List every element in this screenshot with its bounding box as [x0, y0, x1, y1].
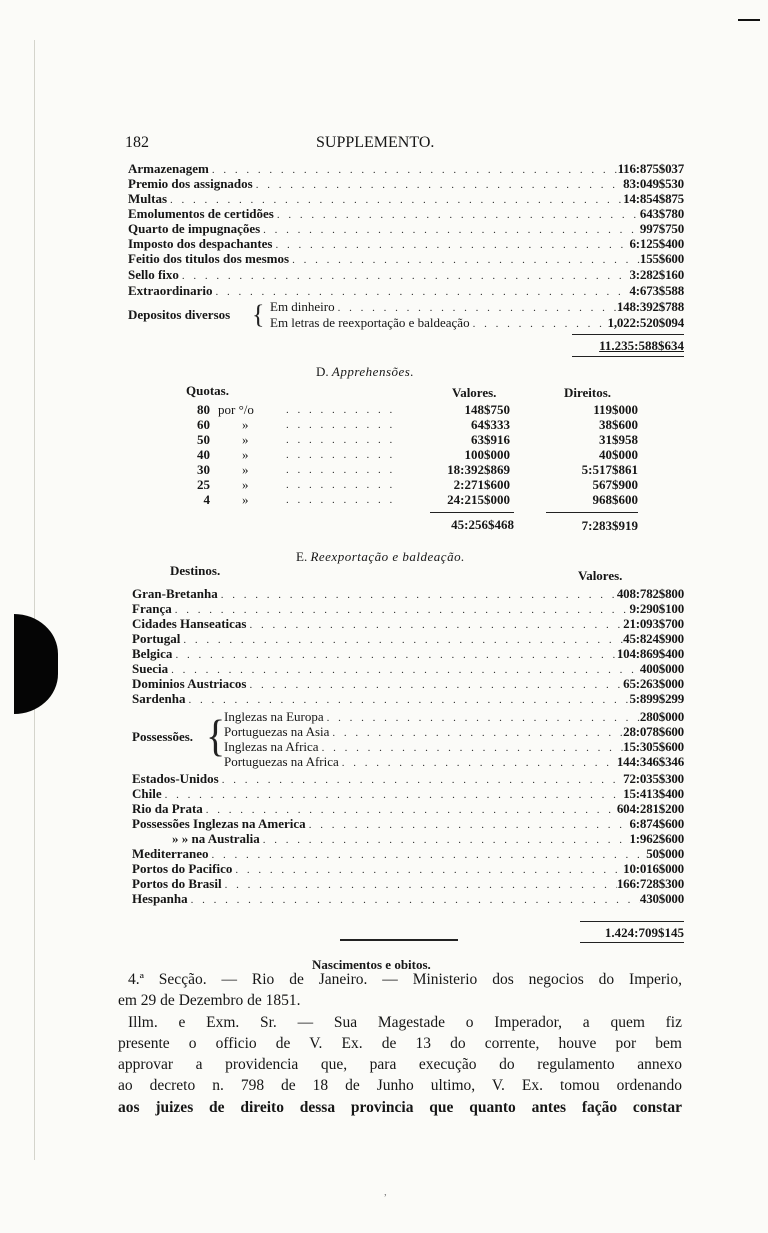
list-item: Belgica . . . 104:869$400	[132, 647, 684, 661]
table-row: 4 » . . . . . . . . . . 24:215$000 968$600	[203, 492, 638, 507]
paragraph-line: Illm. e Exm. Sr. — Sua Magestade o Imperador, a quem fiz	[128, 1014, 682, 1031]
list-item: Chile . . . 15:413$400	[132, 787, 684, 801]
section-title-e: E. Reexportação e baldeação.	[296, 549, 465, 564]
list-item: Portos do Pacifico . . . 10:016$000	[132, 862, 684, 876]
list-item: Hespanha . . . 430$000	[132, 892, 684, 906]
list-item: Em dinheiro . . . 148:392$788	[270, 300, 684, 314]
list-item: Estados-Unidos . . . 72:035$300	[132, 772, 684, 786]
list-item: Sello fixo . . . 3:282$160	[128, 268, 684, 282]
rule	[580, 921, 684, 922]
corner-dash	[738, 19, 760, 21]
page-edge	[34, 40, 35, 1160]
col-valores: Valores.	[452, 385, 497, 400]
list-item: Mediterraneo . . . 50$000	[132, 847, 684, 861]
list-item: Premio dos assignados . . . 83:049$530	[128, 177, 684, 191]
list-item: Inglezas na Europa . . . 280$000	[224, 710, 684, 724]
list-item: Quarto de impugnações . . . 997$750	[128, 222, 684, 236]
col-destinos: Destinos.	[170, 563, 221, 578]
reexport-total: 1.424:709$145	[604, 925, 684, 940]
section-rule	[340, 939, 458, 941]
table-row: 30 » . . . . . . . . . . 18:392$869 5:517$861	[197, 462, 638, 477]
total-direitos: 7:283$919	[581, 518, 638, 533]
list-item: Portuguezas na Africa . . . 144:346$346	[224, 755, 684, 769]
stray-mark: ,	[384, 1186, 387, 1198]
list-item: Cidades Hanseaticas . . . 21:093$700	[132, 617, 684, 631]
list-item: Possessões Inglezas na America . . . 6:874$600	[132, 817, 684, 831]
section-title-d: D. Apprehensões.	[316, 364, 415, 379]
page-title: SUPPLEMENTO.	[316, 134, 435, 151]
col-direitos: Direitos.	[564, 385, 612, 400]
list-item: Emolumentos de certidões . . . 643$780	[128, 207, 684, 221]
page-number: 182	[125, 134, 149, 151]
list-item: Portuguezas na Asia . . . 28:078$600	[224, 725, 684, 739]
list-item: Imposto dos despachantes . . . 6:125$400	[128, 237, 684, 251]
paragraph-line: ao decreto n. 798 de 18 de Junho ultimo, V. Ex. tomou ordenando	[118, 1077, 682, 1094]
col-valores-e: Valores.	[578, 568, 623, 583]
list-item: Armazenagem . . . 116:875$037	[128, 162, 684, 176]
list-item: Suecia . . . 400$000	[132, 662, 684, 676]
rule	[546, 512, 638, 513]
total-valores: 45:256$468	[451, 517, 514, 532]
table-row: 25 » . . . . . . . . . . 2:271$600 567$900	[197, 477, 638, 492]
list-item: Portugal . . . 45:824$900	[132, 632, 684, 646]
list-item: Dominios Austriacos . . . 65:263$000	[132, 677, 684, 691]
paragraph-line: 4.ª Secção. — Rio de Janeiro. — Ministerio dos negocios do Imperio,	[128, 971, 682, 988]
table-row: 80 por °/o . . . . . . . . . . 148$750 119$000	[197, 402, 638, 417]
list-item: Sardenha . . . 5:899$299	[132, 692, 684, 706]
ink-blot	[14, 614, 58, 714]
possessions-label: Possessões.	[132, 729, 194, 744]
list-item: França . . . 9:290$100	[132, 602, 684, 616]
list-item: » » na Australia . . . 1:962$600	[132, 832, 684, 846]
list-item: Extraordinario . . . 4:673$588	[128, 284, 684, 298]
paragraph-line: approvar a providencia que, para execução do regulamento annexo	[118, 1056, 682, 1073]
deposits-total: 11.235:588$634	[599, 338, 684, 353]
table-row: 40 » . . . . . . . . . . 100$000 40$000	[197, 447, 638, 462]
list-item: Multas . . . 14:854$875	[128, 192, 684, 206]
paragraph-line: em 29 de Dezembro de 1851.	[118, 992, 301, 1009]
table-row: 60 » . . . . . . . . . . 64$333 38$600	[197, 417, 638, 432]
list-item: Feitio dos titulos dos mesmos . . . 155$600	[128, 252, 684, 266]
list-item: Gran-Bretanha . . . 408:782$800	[132, 587, 684, 601]
rule	[572, 334, 684, 335]
list-item: Em letras de reexportação e baldeação . . . 1,022:520$094	[270, 316, 684, 330]
list-item: Portos do Brasil . . . 166:728$300	[132, 877, 684, 891]
deposits-label: Depositos diversos	[128, 307, 231, 322]
rule	[580, 942, 684, 943]
brace: {	[252, 300, 265, 329]
list-item: Inglezas na Africa . . . 15:305$600	[224, 740, 684, 754]
rule	[572, 356, 684, 357]
table-row: 50 » . . . . . . . . . . 63$916 31$958	[197, 432, 638, 447]
brace: {	[206, 710, 226, 761]
list-item: Rio da Prata . . . 604:281$200	[132, 802, 684, 816]
births-title: Nascimentos e obitos.	[312, 957, 431, 972]
rule	[430, 512, 514, 513]
paragraph-line: aos juizes de direito dessa provincia que quanto antes fação constar	[118, 1099, 682, 1116]
paragraph-line: presente o officio de V. Ex. de 13 do corrente, houve por bem	[118, 1035, 682, 1052]
col-quotas: Quotas.	[186, 383, 229, 398]
